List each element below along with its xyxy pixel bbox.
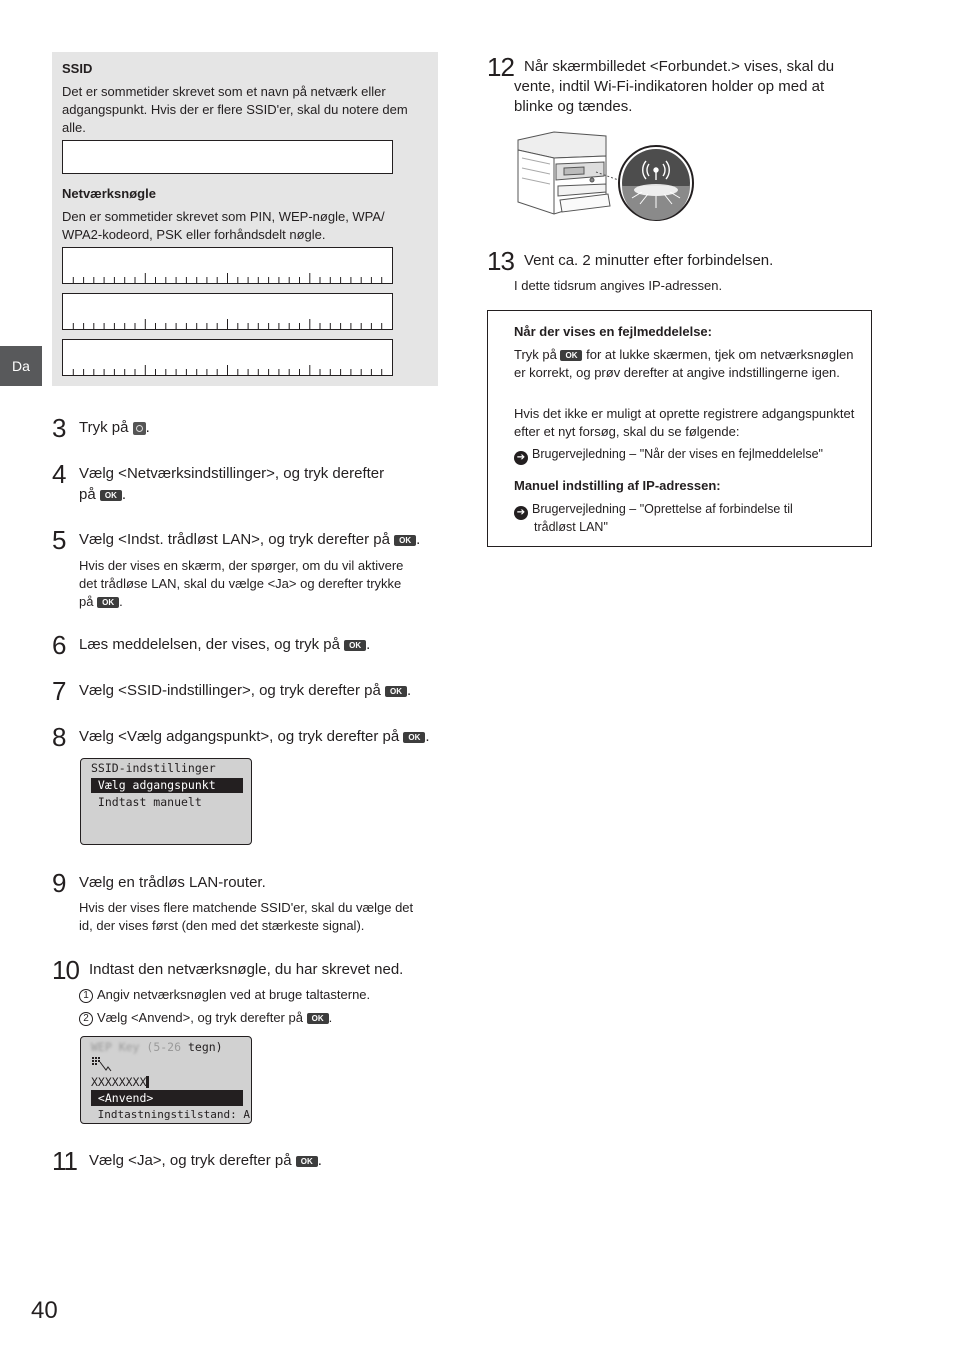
ok-key-icon: OK (403, 732, 425, 743)
reference-link-cont: trådløst LAN" (534, 520, 608, 534)
network-key-description: Den er sommetider skrevet som PIN, WEP-nøgle, WPA/ WPA2-kodeord, PSK eller forhåndsdelt nøgle. (62, 209, 385, 242)
error-heading: Når der vises en fejlmeddelelse: (514, 324, 712, 339)
lcd-menu-item: Indtast manuelt (91, 795, 202, 809)
ssid-description: Det er sommetider skrevet som et navn på netværk eller adgangspunkt. Hvis der er flere SSID'er, skal du notere dem alle. (62, 84, 408, 135)
step-10-sub-1: 1 Angiv netværksnøglen ved at bruge taltasterne. (79, 986, 370, 1004)
step-number: 6 (52, 630, 66, 660)
printer-illustration (514, 128, 704, 224)
error-text: Tryk på OK for at lukke skærmen, tjek om netværksnøglen er korrekt, og prøv derefter at angive indstillingerne igen. (514, 347, 854, 380)
manual-ip-heading: Manuel indstilling af IP-adressen: (514, 478, 721, 493)
step-5-text: Vælg <Indst. trådløst LAN>, og tryk derefter på OK . (79, 531, 421, 548)
lcd-input-value: XXXXXXXX (91, 1075, 243, 1091)
lcd-screen-wep-key (80, 1036, 252, 1124)
lcd-input-mode: Indtastningstilstand: A (91, 1108, 250, 1121)
char-ticks (63, 273, 392, 283)
text-cursor (146, 1076, 149, 1088)
step-number: 3 (52, 413, 66, 443)
step-13-text: Vent ca. 2 minutter efter forbindelsen. (524, 252, 774, 269)
ok-key-icon: OK (560, 350, 582, 361)
step-number: 4 (52, 459, 66, 489)
number-circle: 2 (79, 1012, 93, 1026)
lcd-header: WEP Key (5-26 tegn) (91, 1040, 223, 1054)
step-10-sub-2: 2 Vælg <Anvend>, og tryk derefter på OK . (79, 1009, 332, 1027)
step-12-text: Når skærmbilledet <Forbundet.> vises, skal du (524, 58, 835, 75)
lcd-selected-item: <Anvend> (91, 1091, 243, 1106)
step-number: 7 (52, 676, 66, 706)
step-number: 11 (52, 1146, 77, 1176)
step-9-sub: id, der vises først (den med det stærkeste signal). (79, 918, 365, 933)
ok-key-icon: OK (394, 535, 416, 546)
network-key-heading: Netværksnøgle (62, 186, 156, 201)
step-12-text: blinke og tændes. (514, 98, 633, 115)
step-8-text: Vælg <Vælg adgangspunkt>, og tryk derefter på OK . (79, 728, 430, 745)
step-6-text: Læs meddelelsen, der vises, og tryk på OK . (79, 636, 371, 653)
step-4-text: Vælg <Netværksindstillinger>, og tryk derefter (79, 465, 385, 482)
step-10-text: Indtast den netværksnøgle, du har skrevet ned. (89, 961, 404, 978)
step-9-sub: Hvis der vises flere matchende SSID'er, skal du vælge det (79, 900, 414, 915)
language-tab: Da (0, 346, 42, 386)
reference-link[interactable]: ➔ Brugervejledning – "Når der vises en fejlmeddelelse" (514, 445, 864, 465)
lcd-title: SSID-indstillinger (91, 761, 216, 775)
page-number: 40 (31, 1297, 58, 1324)
step-number: 10 (52, 955, 79, 985)
step-13-sub: I dette tidsrum angives IP-adressen. (514, 278, 723, 293)
keyboard-cursor-icon (91, 1056, 113, 1075)
ok-key-icon: OK (97, 597, 119, 608)
ssid-note-box (52, 52, 438, 386)
arrow-right-icon: ➔ (514, 451, 528, 465)
key-write-field-1 (62, 247, 393, 284)
error-note-box (487, 310, 872, 547)
step-number: 5 (52, 525, 66, 555)
step-number: 9 (52, 868, 66, 898)
ssid-write-field (62, 140, 393, 174)
number-circle: 1 (79, 989, 93, 1003)
key-write-field-2 (62, 293, 393, 330)
ok-key-icon: OK (344, 640, 366, 651)
step-7-text: Vælg <SSID-indstillinger>, og tryk derefter på OK . (79, 682, 412, 699)
ok-key-icon: OK (296, 1156, 318, 1167)
ok-key-icon: OK (385, 686, 407, 697)
step-12-text: vente, indtil Wi-Fi-indikatoren holder op med at (514, 78, 825, 95)
step-number: 8 (52, 722, 66, 752)
arrow-right-icon: ➔ (514, 506, 528, 520)
step-3-text: Tryk på . (79, 419, 150, 436)
lcd-selected-item: Vælg adgangspunkt (91, 778, 243, 793)
ok-key-icon: OK (100, 490, 122, 501)
step-4-text-cont: på OK . (79, 486, 127, 503)
step-number: 13 (487, 246, 514, 276)
step-number: 12 (487, 52, 514, 82)
step-5-sub: det trådløse LAN, skal du vælge <Ja> og derefter trykke (79, 576, 402, 591)
ok-key-icon: OK (307, 1013, 329, 1024)
step-5-sub: på OK . (79, 594, 123, 609)
key-write-field-3 (62, 339, 393, 376)
retry-text: Hvis det ikke er muligt at oprette registrere adgangspunktet efter et nyt forsøg, skal du se følgende: (514, 406, 855, 439)
lcd-screen-ssid-settings (80, 758, 252, 845)
step-9-text: Vælg en trådløs LAN-router. (79, 874, 266, 891)
step-5-sub: Hvis der vises en skærm, der spørger, om du vil aktivere (79, 558, 404, 573)
home-key-icon (133, 422, 146, 435)
char-ticks (63, 319, 392, 329)
reference-link[interactable]: ➔ Brugervejledning – "Oprettelse af forbindelse til (514, 500, 864, 520)
char-ticks (63, 365, 392, 375)
ssid-heading: SSID (62, 61, 93, 76)
step-11-text: Vælg <Ja>, og tryk derefter på OK . (89, 1152, 322, 1169)
